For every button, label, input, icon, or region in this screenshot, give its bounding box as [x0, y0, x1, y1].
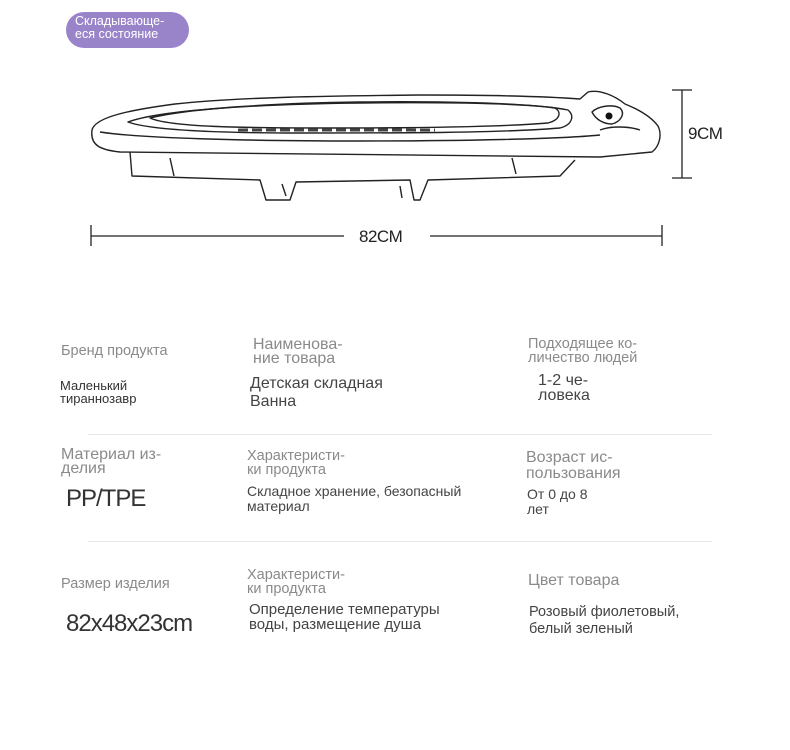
material-label: Материал из- делия [61, 446, 162, 477]
features-label-1: Характеристи- ки продукта [247, 448, 345, 478]
features-value-2: Определение температуры воды, размещение душа [249, 601, 440, 633]
usage-age-label: Возраст ис- пользования [526, 449, 621, 482]
folded-bathtub-drawing [0, 0, 790, 300]
size-value: 82x48x23cm [66, 610, 193, 637]
product-name-value: Детская складная Ванна [250, 375, 383, 410]
material-value: PP/TPE [66, 485, 146, 512]
row-divider-1 [88, 434, 712, 435]
features-label-2: Характеристи- ки продукта [247, 567, 345, 597]
color-label: Цвет товара [528, 572, 620, 589]
people-count-value: 1-2 че- ловека [538, 372, 590, 404]
product-name-label: Наименова- ние товара [253, 336, 343, 367]
people-count-label: Подходящее ко- личество людей [528, 336, 638, 366]
size-label: Размер изделия [61, 576, 170, 592]
badge-text-line2: еся состояние [75, 27, 159, 41]
usage-age-value: От 0 до 8 лет [527, 486, 588, 517]
features-value-1: Складное хранение, безопасный материал [247, 483, 462, 514]
brand-label: Бренд продукта [61, 343, 168, 359]
badge-text-line1: Складывающе- [75, 14, 165, 28]
height-dimension-label: 9CM [688, 124, 723, 143]
color-value: Розовый фиолетовый, белый зеленый [529, 604, 680, 637]
row-divider-2 [88, 541, 712, 542]
brand-value: Маленький тираннозавр [60, 378, 137, 406]
width-dimension-label: 82CM [359, 227, 403, 246]
